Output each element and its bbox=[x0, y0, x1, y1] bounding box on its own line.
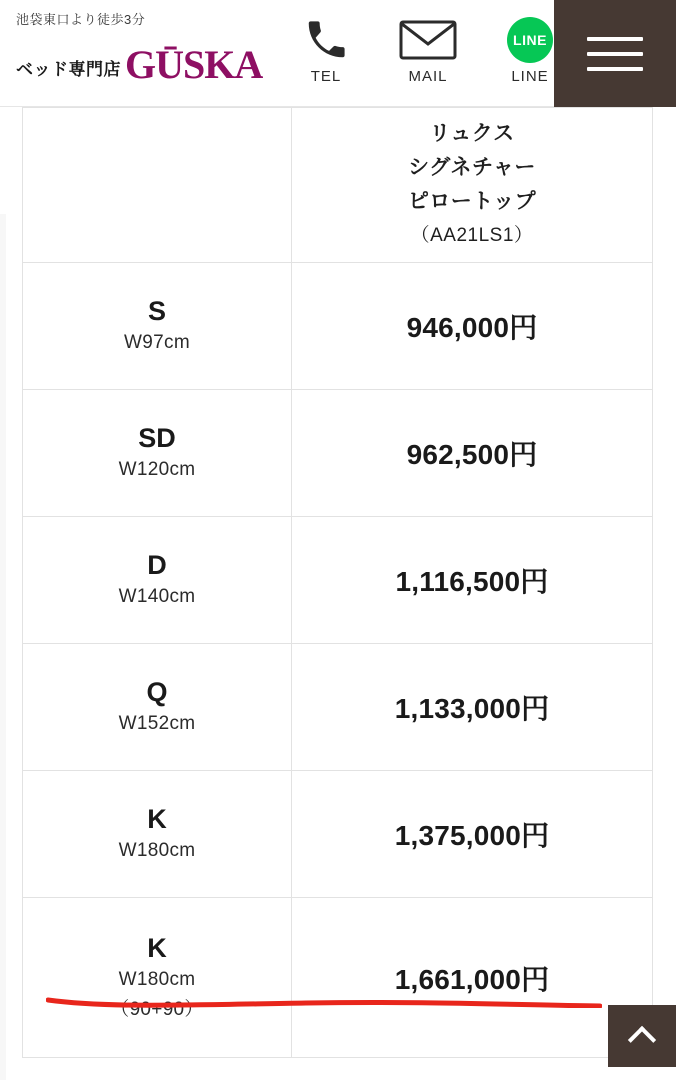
price-value: 1,661,000円 bbox=[394, 963, 550, 995]
size-width: W152cm bbox=[118, 713, 196, 734]
access-text: 池袋東口より徒歩3分 bbox=[16, 12, 146, 27]
page-left-edge bbox=[0, 214, 6, 1080]
chevron-up-icon bbox=[628, 1025, 656, 1053]
price-cell bbox=[292, 390, 653, 517]
size-cell bbox=[23, 898, 292, 1058]
hamburger-icon-bar-3 bbox=[587, 67, 643, 71]
price-cell bbox=[292, 771, 653, 898]
size-extra: （90+90） bbox=[110, 998, 204, 1020]
mail-icon bbox=[399, 14, 457, 66]
table-row bbox=[23, 263, 653, 390]
price-value: 946,000円 bbox=[406, 312, 538, 343]
size-label: S bbox=[147, 296, 166, 326]
size-label: K bbox=[147, 804, 167, 834]
price-cell bbox=[292, 898, 653, 1058]
size-cell bbox=[23, 263, 292, 390]
product-name-line-3: ピロートップ bbox=[407, 190, 537, 213]
line-icon bbox=[507, 14, 553, 66]
hamburger-menu-button[interactable] bbox=[554, 0, 676, 107]
table-row bbox=[23, 390, 653, 517]
size-label: SD bbox=[138, 423, 176, 453]
product-code: （AA21LS1） bbox=[410, 225, 534, 246]
mail-action[interactable] bbox=[392, 14, 464, 85]
table-row bbox=[23, 771, 653, 898]
price-value: 1,133,000円 bbox=[394, 693, 550, 724]
table-row bbox=[23, 644, 653, 771]
line-label: LINE bbox=[511, 68, 549, 85]
product-name-line-1: リュクス bbox=[429, 122, 515, 145]
size-width: W120cm bbox=[118, 459, 196, 480]
tel-action[interactable] bbox=[290, 14, 362, 85]
size-cell bbox=[23, 517, 292, 644]
hamburger-icon-bar-1 bbox=[587, 37, 643, 41]
size-label: D bbox=[147, 550, 167, 580]
price-table bbox=[22, 107, 653, 1058]
price-cell bbox=[292, 263, 653, 390]
size-width: W140cm bbox=[118, 586, 196, 607]
logo-prefix-text: ベッド専門店 bbox=[16, 59, 121, 79]
size-label: Q bbox=[146, 677, 168, 707]
price-table-section bbox=[0, 107, 676, 1080]
table-header-row bbox=[23, 108, 653, 263]
hamburger-icon-bar-2 bbox=[587, 52, 643, 56]
price-value: 1,375,000円 bbox=[394, 820, 550, 851]
table-row bbox=[23, 517, 653, 644]
tel-label: TEL bbox=[310, 68, 342, 85]
product-name-line-2: シグネチャー bbox=[408, 156, 536, 179]
back-to-top-button[interactable] bbox=[608, 1005, 676, 1067]
phone-icon bbox=[303, 14, 349, 66]
size-width: W180cm bbox=[118, 968, 196, 990]
brand-block[interactable] bbox=[16, 12, 286, 87]
size-cell bbox=[23, 644, 292, 771]
size-cell bbox=[23, 771, 292, 898]
size-label: K bbox=[147, 932, 167, 963]
price-cell bbox=[292, 517, 653, 644]
price-value: 962,500円 bbox=[406, 439, 538, 470]
mail-label: MAIL bbox=[408, 68, 448, 85]
line-badge: LINE bbox=[507, 17, 553, 63]
size-width: W97cm bbox=[124, 332, 190, 353]
price-value: 1,116,500円 bbox=[395, 566, 549, 597]
logo-wordmark: GŪSKA bbox=[125, 41, 263, 87]
size-width: W180cm bbox=[118, 840, 196, 861]
table-row bbox=[23, 898, 653, 1058]
price-cell bbox=[292, 644, 653, 771]
size-cell bbox=[23, 390, 292, 517]
table-header-empty-cell bbox=[23, 108, 292, 263]
product-header-cell bbox=[292, 108, 653, 263]
site-logo[interactable] bbox=[16, 41, 286, 87]
site-header bbox=[0, 0, 676, 107]
header-actions bbox=[290, 14, 566, 85]
